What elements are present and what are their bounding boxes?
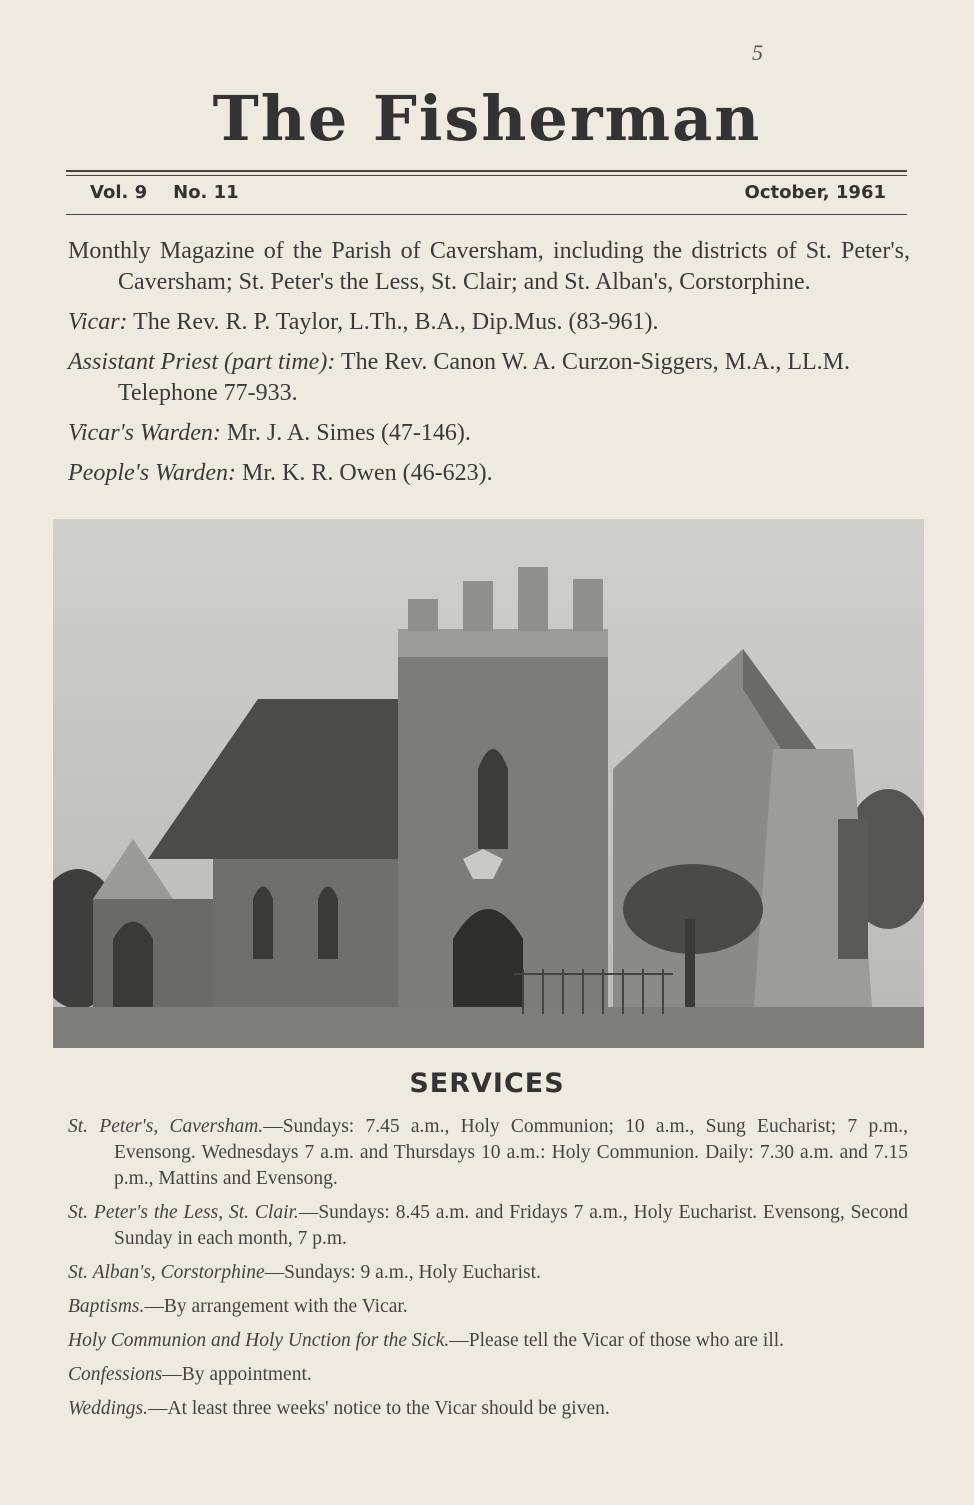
service-item [68, 1396, 908, 1422]
assistant-text: The Rev. Canon W. A. Curzon-Siggers, M.A., LL.M. Telephone 77-933. [118, 349, 850, 406]
vicars-warden-line [68, 418, 910, 449]
vicars-warden-text: Mr. J. A. Simes (47-146). [226, 420, 471, 446]
services-list [68, 1114, 908, 1430]
peoples-warden-line [68, 458, 910, 489]
bottom-rule [66, 214, 907, 215]
services-title: SERVICES [409, 1068, 565, 1099]
service-text: —By appointment. [162, 1364, 312, 1385]
vicars-warden-label: Vicar's Warden: [68, 420, 221, 446]
top-rule [66, 170, 907, 172]
issue-number: No. 11 [173, 182, 239, 203]
service-label: Baptisms. [68, 1296, 145, 1317]
service-text: —At least three weeks' notice to the Vicar should be given. [148, 1398, 610, 1419]
service-item [68, 1294, 908, 1320]
issue-volume: Vol. 9 [90, 182, 148, 203]
vicar-text: The Rev. R. P. Taylor, L.Th., B.A., Dip.Mus. (83-961). [133, 309, 659, 335]
service-label: Confessions [68, 1364, 163, 1385]
issue-volume-number [90, 182, 265, 203]
church-illustration [53, 519, 924, 1048]
service-text: —Please tell the Vicar of those who are ill. [449, 1330, 785, 1351]
vicar-label: Vicar: [68, 309, 128, 335]
service-label: St. Peter's the Less, St. Clair. [68, 1202, 299, 1223]
service-text: —Sundays: 8.45 a.m. and Fridays 7 a.m., Holy Eucharist. Evensong, Second Sunday in each month, 7 p.m. [114, 1202, 908, 1249]
service-text: —Sundays: 7.45 a.m., Holy Communion; 10 a.m., Sung Eucharist; 7 p.m., Evensong. Wednesdays 7 a.m. and Thursdays 10 a.m.: Holy Communion. Daily: 7.30 a.m. and 7.15 p.m., Mattins and Evensong. [114, 1116, 908, 1189]
service-item [68, 1362, 908, 1388]
page-number: 5 [752, 40, 763, 65]
peoples-warden-text: Mr. K. R. Owen (46-623). [242, 460, 493, 486]
service-label: Holy Communion and Holy Unction for the Sick. [68, 1330, 450, 1351]
assistant-label: Assistant Priest (part time): [68, 349, 336, 375]
issue-date: October, 1961 [744, 182, 886, 203]
church-photo [53, 519, 924, 1048]
magazine-description: Monthly Magazine of the Parish of Caversham, including the districts of St. Peter's, Caversham; St. Peter's the Less, St. Clair; and St. Alban's, Corstorphine. [68, 238, 910, 295]
peoples-warden-label: People's Warden: [68, 460, 236, 486]
assistant-line [68, 347, 910, 409]
vicar-line [68, 307, 910, 338]
service-item [68, 1114, 908, 1192]
service-label: St. Alban's, Corstorphine [68, 1262, 265, 1283]
service-item [68, 1200, 908, 1252]
masthead-title: The Fisherman [212, 82, 762, 155]
service-item [68, 1260, 908, 1286]
service-text: —By arrangement with the Vicar. [144, 1296, 408, 1317]
issue-bar [90, 182, 886, 203]
service-item [68, 1328, 908, 1354]
top-rule-thin [66, 175, 907, 176]
service-text: —Sundays: 9 a.m., Holy Eucharist. [264, 1262, 541, 1283]
parish-info [68, 236, 910, 498]
service-label: Weddings. [68, 1398, 148, 1419]
service-label: St. Peter's, Caversham. [68, 1116, 264, 1137]
